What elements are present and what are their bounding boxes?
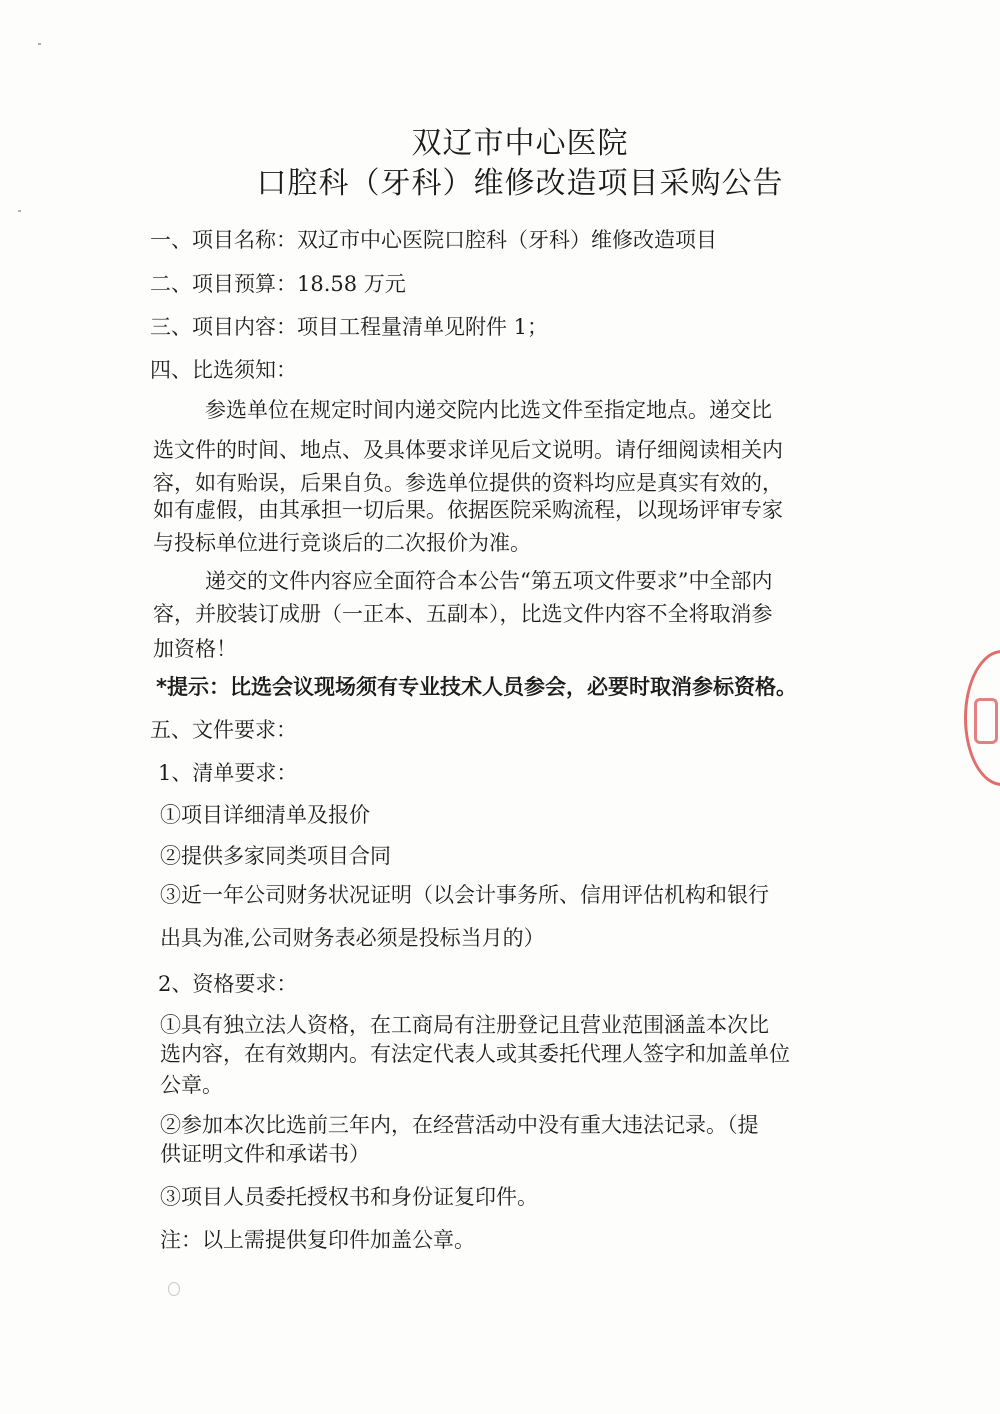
notice-para1-line4: 如有虚假，由其承担一切后果。依据医院采购流程，以现场评审专家 <box>153 498 783 522</box>
list-requirement-2: ②提供多家同类项目合同 <box>160 844 391 868</box>
scan-speck <box>38 43 41 45</box>
red-seal-stamp-mark <box>974 698 998 744</box>
qualification-heading: 2、资格要求： <box>158 972 298 996</box>
note-line: 注：以上需提供复印件加盖公章。 <box>160 1228 475 1252</box>
notice-para1-line2: 选文件的时间、地点、及具体要求详见后文说明。请仔细阅读相关内 <box>153 438 783 462</box>
notice-para2-line3: 加资格！ <box>153 637 237 661</box>
qualification-2-line2: 供证明文件和承诺书） <box>160 1142 370 1166</box>
list-requirements-heading: 1、清单要求： <box>158 761 298 785</box>
qualification-3: ③项目人员委托授权书和身份证复印件。 <box>160 1185 538 1209</box>
qualification-1-line2: 选内容，在有效期内。有法定代表人或其委托代理人签字和加盖单位 <box>160 1042 790 1066</box>
qualification-1-line3: 公章。 <box>160 1073 223 1097</box>
list-requirement-3-line2: 出具为准,公司财务表必须是投标当月的） <box>160 926 545 950</box>
notice-para2-line2: 容，并胶装订成册（一正本、五副本），比选文件内容不全将取消参 <box>153 602 773 626</box>
section-five-heading: 五、文件要求： <box>150 718 297 742</box>
list-requirement-1: ①项目详细清单及报价 <box>160 803 370 827</box>
notice-para2-line1: 递交的文件内容应全面符合本公告“第五项文件要求”中全部内 <box>205 569 773 593</box>
list-requirement-3-line1: ③近一年公司财务状况证明（以会计事务所、信用评估机构和银行 <box>160 883 769 907</box>
notice-para1-line1: 参选单位在规定时间内递交院内比选文件至指定地点。递交比 <box>205 398 772 422</box>
notice-para1-line3: 容，如有贻误，后果自负。参选单位提供的资料均应是真实有效的， <box>153 471 783 495</box>
scan-mark <box>168 1282 180 1296</box>
qualification-2-line1: ②参加本次比选前三年内，在经营活动中没有重大违法记录。（提 <box>160 1113 759 1137</box>
item-notice-heading: 四、比选须知： <box>150 358 297 382</box>
notice-para1-line5: 与投标单位进行竞谈后的二次报价为准。 <box>153 531 531 555</box>
qualification-1-line1: ①具有独立法人资格，在工商局有注册登记且营业范围涵盖本次比 <box>160 1013 769 1037</box>
item-project-name: 一、项目名称：双辽市中心医院口腔科（牙科）维修改造项目 <box>150 228 717 252</box>
document-title-line2: 口腔科（牙科）维修改造项目采购公告 <box>256 166 784 201</box>
item-project-budget: 二、项目预算：18.58 万元 <box>150 272 406 296</box>
document-title-line1: 双辽市中心医院 <box>411 126 629 161</box>
notice-tip: *提示：比选会议现场须有专业技术人员参会，必要时取消参标资格。 <box>156 675 797 699</box>
scan-speck <box>18 210 21 212</box>
item-project-content: 三、项目内容：项目工程量清单见附件 1； <box>150 315 549 339</box>
